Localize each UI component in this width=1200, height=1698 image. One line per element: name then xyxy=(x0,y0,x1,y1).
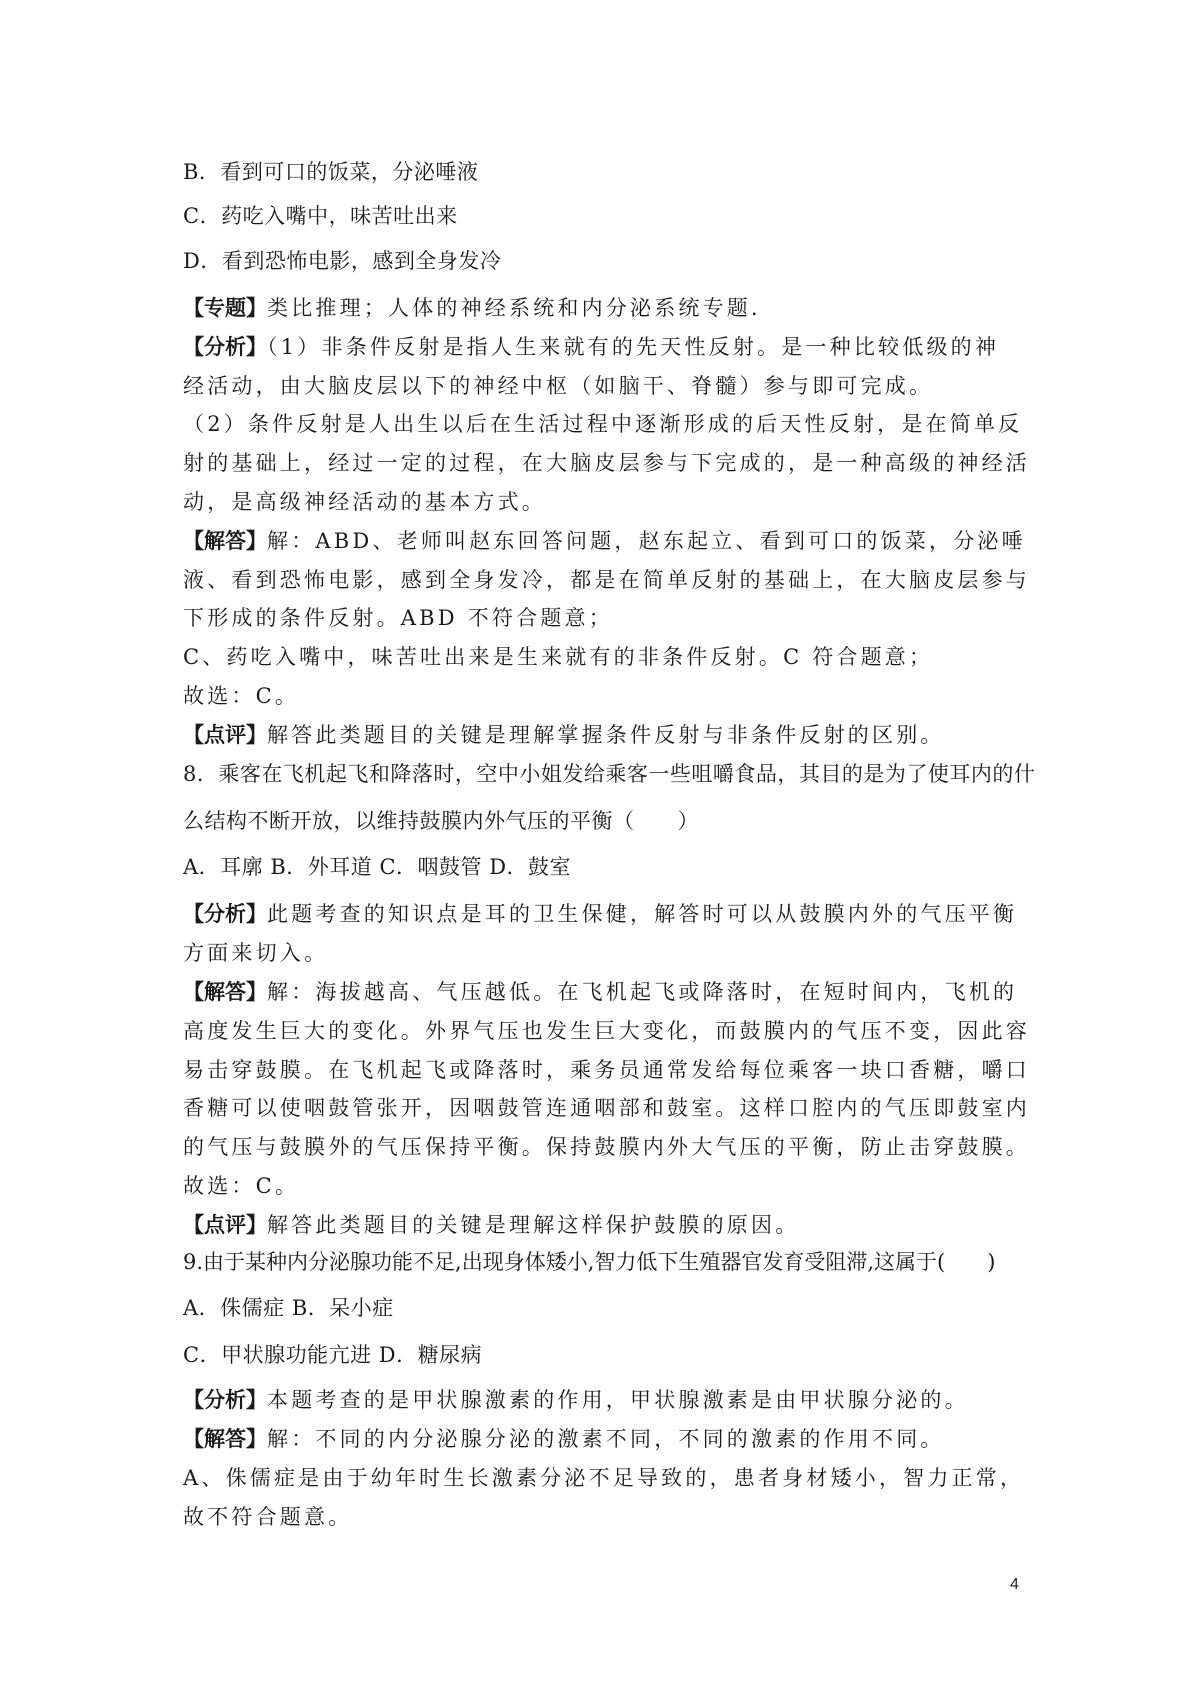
q7-topic xyxy=(183,293,1023,323)
answer-tag: 【解答】 xyxy=(183,980,267,1004)
q8-answer-line: 故选：C。 xyxy=(183,1174,300,1198)
q7-answer xyxy=(183,526,1026,556)
q8-answer-line: 香糖可以使咽鼓管张开，因咽鼓管连通咽部和鼓室。这样口腔内的气压即鼓室内 xyxy=(183,1096,1030,1120)
q8-answer xyxy=(183,977,1023,1007)
q7-analysis xyxy=(183,332,1023,362)
q8-analysis-line: 方面来切入。 xyxy=(183,941,329,965)
answer-text: 解：不同的内分泌腺分泌的激素不同，不同的激素的作用不同。 xyxy=(267,1427,945,1451)
q8-answer-line: 易击穿鼓膜。在飞机起飞或降落时，乘务员通常发给每位乘客一块口香糖，嚼口 xyxy=(183,1058,1030,1082)
q7-analysis-line: （2）条件反射是人出生以后在生活过程中逐渐形成的后天性反射，是在简单反 xyxy=(183,412,1023,436)
analysis-text: 本题考查的是甲状腺激素的作用，甲状腺激素是由甲状腺分泌的。 xyxy=(267,1388,969,1412)
analysis-text: 此题考查的知识点是耳的卫生保健，解答时可以从鼓膜内外的气压平衡 xyxy=(267,902,1018,926)
review-text: 解答此类题目的关键是理解这样保护鼓膜的原因。 xyxy=(267,1213,800,1237)
topic-tag: 【专题】 xyxy=(183,296,267,320)
q8-answer-line: 的气压与鼓膜外的气压保持平衡。保持鼓膜内外大气压的平衡，防止击穿鼓膜。 xyxy=(183,1135,1030,1159)
review-tag: 【点评】 xyxy=(183,723,267,747)
q7-option-d: D．看到恐怖电影，感到全身发冷 xyxy=(183,249,502,273)
q9-question: 9.由于某种内分泌腺功能不足,出现身体矮小,智力低下生殖器官发育受阻滞,这属于( ) xyxy=(183,1250,996,1274)
answer-tag: 【解答】 xyxy=(183,529,267,553)
q7-analysis-line: 射的基础上，经过一定的过程，在大脑皮层参与下完成的，是一种高级的神经活 xyxy=(183,451,1030,475)
analysis-tag: 【分析】 xyxy=(183,902,267,926)
q9-answer xyxy=(183,1424,1023,1454)
review-text: 解答此类题目的关键是理解掌握条件反射与非条件反射的区别。 xyxy=(267,723,945,747)
q9-answer-line: A、侏儒症是由于幼年时生长激素分泌不足导致的，患者身材矮小，智力正常， xyxy=(183,1466,1025,1490)
analysis-tag: 【分析】 xyxy=(183,1388,267,1412)
q9-answer-line: 故不符合题意。 xyxy=(183,1505,353,1529)
answer-tag: 【解答】 xyxy=(183,1427,267,1451)
answer-text: 解：海拔越高、气压越低。在飞机起飞或降落时，在短时间内，飞机的 xyxy=(267,980,1018,1004)
q9-options: A．侏儒症 B．呆小症 xyxy=(183,1296,394,1320)
q9-options: C．甲状腺功能亢进 D．糖尿病 xyxy=(183,1343,483,1367)
q9-analysis xyxy=(183,1385,1023,1415)
q8-question: 8．乘客在飞机起飞和降落时，空中小姐发给乘客一些咀嚼食品，其目的是为了使耳内的什 xyxy=(183,762,1036,786)
q7-answer-line: C、药吃入嘴中，味苦吐出来是生来就有的非条件反射。C 符合题意； xyxy=(183,645,934,669)
analysis-text: （1）非条件反射是指人生来就有的先天性反射。是一种比较低级的神 xyxy=(267,335,1000,359)
q7-answer-line: 液、看到恐怖电影，感到全身发冷，都是在简单反射的基础上，在大脑皮层参与 xyxy=(183,568,1030,592)
q8-options: A．耳廓 B．外耳道 C．咽鼓管 D．鼓室 xyxy=(183,855,572,879)
q8-analysis xyxy=(183,899,1023,929)
analysis-tag: 【分析】 xyxy=(183,335,267,359)
q7-review xyxy=(183,720,1023,750)
answer-text: 解：ABD、老师叫赵东回答问题，赵东起立、看到可口的饭菜，分泌唾 xyxy=(267,529,1026,553)
q7-analysis-line: 经活动，由大脑皮层以下的神经中枢（如脑干、脊髓）参与即可完成。 xyxy=(183,374,934,398)
review-tag: 【点评】 xyxy=(183,1213,267,1237)
q7-answer-line: 下形成的条件反射。ABD 不符合题意； xyxy=(183,606,613,630)
q8-question-line: 么结构不断开放，以维持鼓膜内外气压的平衡（ ） xyxy=(183,809,699,833)
q7-answer-line: 故选：C。 xyxy=(183,684,300,708)
topic-text: 类比推理；人体的神经系统和内分泌系统专题． xyxy=(267,296,776,320)
page-number: 4 xyxy=(1010,1576,1019,1593)
q8-answer-line: 高度发生巨大的变化。外界气压也发生巨大变化，而鼓膜内的气压不变，因此容 xyxy=(183,1019,1030,1043)
q7-option-b: B．看到可口的饭菜，分泌唾液 xyxy=(183,160,479,184)
q8-review xyxy=(183,1210,1023,1240)
q7-analysis-line: 动，是高级神经活动的基本方式。 xyxy=(183,490,546,514)
q7-option-c: C．药吃入嘴中，味苦吐出来 xyxy=(183,204,458,228)
